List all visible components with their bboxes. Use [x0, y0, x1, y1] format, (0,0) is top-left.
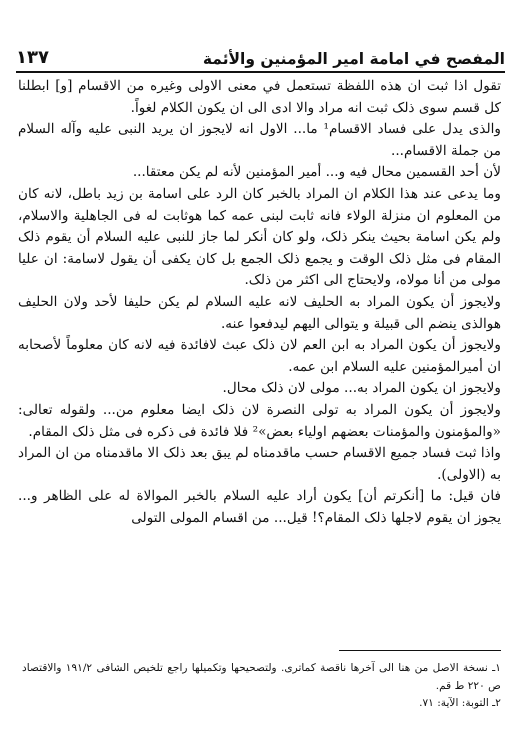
footnote: ٢ـ التوبة: الآية: ٧١. [419, 697, 501, 709]
body-text [18, 76, 501, 529]
paragraph: ولايجوز أن يكون المراد به الحليف لانه عليه السلام لم يكن حليفا لأحد ولان الحليف هوالذى ينضم الى قبيلة و يتوالى اليهم ليدفعوا عنه. [18, 293, 501, 332]
paragraph: فان قيل: ما [أنكرتم أن] يكون أراد عليه السلام بالخبر الموالاة له على الظاهر و... يجوز ان يقوم لاجلها ذلک المقام؟! قيل... من اقسام المولى التولى [18, 488, 501, 526]
paragraph: ولايجوز ان يكون المراد به... مولى لان ذلک محال. [222, 380, 501, 397]
paragraph: ولايجوز أن يكون المراد به ابن العم لان ذلک عبث لافائدة فيه لانه كان معلوماً لأصحابه ان أميرالمؤمنين عليه السلام ابن عمه. [18, 337, 501, 375]
paragraph: واذا ثبت فساد جميع الاقسام حسب ماقدمناه لم يبق بعد ذلک الا ماقدمناه من ان المراد به (الاولى). [18, 445, 501, 483]
paragraph: تقول اذا ثبت ان هذه اللفظة تستعمل في معنى الاولى وغيره من الاقسام [و] ابطلنا كل قسم سوى ذلک ثبت انه مراد والا ادى الى ان يكون الكلام لغواً. [18, 78, 501, 116]
paragraph: ولايجوز أن يكون المراد به تولى النصرة لان ذلک ايضا معلوم من... ولقوله تعالى: «والمؤمنون والمؤمنات بعضهم اولياء بعض»² فلا فائدة فى ذكره فى مثل ذلک المقام. [18, 401, 501, 440]
page-header [16, 34, 505, 68]
footnote: ١ـ نسخة الاصل من هنا الى آخرها ناقصة كماترى. ولتصحيحها وتكميلها راجع تلخيص الشافى ١٩١/٢ والاقتصاد ص ٢٢٠ ط قم. [22, 662, 501, 692]
footnotes [22, 660, 501, 713]
paragraph: والذى يدل على فساد الاقسام¹ ما... الاول انه لايجوز ان يريد النبى عليه وآله السلام من جملة الاقسام... [18, 121, 501, 159]
running-title: المفصح في امامة امير المؤمنين والأئمة [202, 50, 505, 68]
header-rule [16, 71, 505, 73]
paragraph: لأن أحد القسمين محال فيه و... أمير المؤمنين لأنه لم يكن معتقا... [132, 164, 501, 181]
paragraph: وما يدعى عند هذا الكلام ان المراد بالخبر كان الرد على اسامة بن زيد باطل، لانه كان من المعلوم ان منزلة الولاء فانه ثابت لبنى عمه كما هوثابت له فى الجاهلية والاسلام، ولم يكن اسامة بحيث ينكر ذلک، ولو كان أنكر لما جاز للنبى عليه السلام أن يقوم ذلک المقام فى مثل ذلک الوقت و يجمع ذلک الجمع بل كان يكفى أن يقول لاسامة: ان عليا مولى من أنا مولاه، ولايحتاج الى اكثر من ذلک. [18, 185, 501, 289]
footnote-rule [339, 650, 501, 651]
page-number: ١٣٧ [16, 47, 49, 68]
